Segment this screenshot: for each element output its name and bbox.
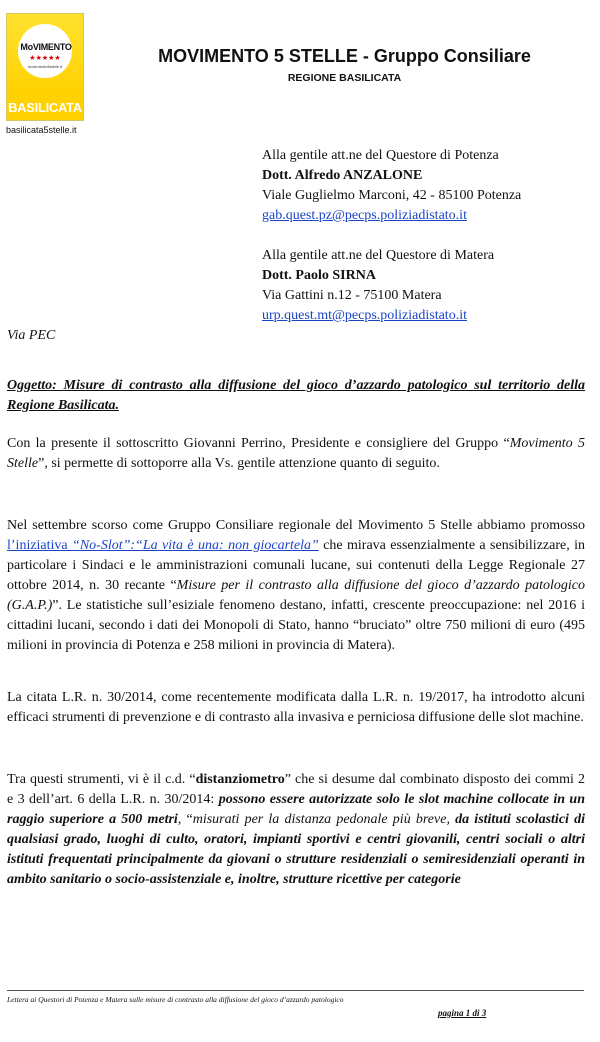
recipient-block-potenza: [262, 146, 592, 226]
logo-brand-text: MoVIMENTO: [20, 42, 72, 52]
page-number: pagina 1 di 3: [438, 1008, 487, 1018]
recipient-address: Via Gattini n.12 - 75100 Matera: [262, 288, 442, 303]
footer-note: Lettera ai Questori di Potenza e Matera sulle misure di contrasto alla diffusione del gioco d’azzardo patologico: [7, 995, 344, 1004]
logo-region-text: BASILICATA: [7, 96, 83, 120]
footer-divider: [7, 990, 584, 991]
delivery-method: Via PEC: [7, 328, 56, 343]
recipient-att: Alla gentile att.ne del Questore di Potenza: [262, 148, 499, 163]
recipient-address: Viale Guglielmo Marconi, 42 - 85100 Potenza: [262, 188, 522, 203]
paragraph-initiative: Nel settembre scorso come Gruppo Consiliare regionale del Movimento 5 Stelle abbiamo promosso l’iniziativa “No-Slot”:“La vita è una: non giocartela” che mirava essenzialmente a sensibilizzare, in particolare i Sindaci e le amministrazioni comunali lucane, sui contenuti della Legge Regionale 27 ottobre 2014, n. 30 recante “Misure per il contrasto alla diffusione del gioco d’azzardo patologico (G.A.P.)”. Le statistiche sull’esiziale fenomeno destano, infatti, crescente preoccupazione: nel 2016 i cittadini lucani, secondo i dati dei Monopoli di Stato, hanno “bruciato” oltre 750 milioni di euro (495 milioni in provincia di Potenza e 258 milioni in provincia di Matera).: [7, 518, 585, 653]
letterhead-title: MOVIMENTO 5 STELLE - Gruppo Consiliare: [158, 46, 531, 66]
site-url[interactable]: basilicata5stelle.it: [6, 125, 77, 135]
recipient-name: Dott. Paolo SIRNA: [262, 268, 376, 283]
recipient-att: Alla gentile att.ne del Questore di Matera: [262, 248, 495, 263]
recipient-email-link[interactable]: gab.quest.pz@pecps.poliziadistato.it: [262, 208, 467, 223]
paragraph-distanziometro: Tra questi strumenti, vi è il c.d. “distanziometro” che si desume dal combinato disposto dei commi 2 e 3 dell’art. 6 della L.R. n. 30/2014: possono essere autorizzate solo le slot machine collocate in un raggio superiore a 500 metri, “misurati per la distanza pedonale più breve, da istituti scolastici di qualsiasi grado, luoghi di culto, oratori, impianti sportivi e centri giovanili, centri sociali o altri istituti frequentati principalmente da giovani o strutture residenziali o semiresidenziali operanti in ambito sanitario o socio-assistenziale e, inoltre, strutture ricettive per categorie: [7, 772, 585, 887]
recipient-block-matera: [262, 246, 592, 326]
initiative-link[interactable]: l’iniziativa “No-Slot”:“La vita è una: non giocartela”: [7, 538, 319, 553]
paragraph-law: La citata L.R. n. 30/2014, come recentemente modificata dalla L.R. n. 19/2017, ha introdotto alcuni efficaci strumenti di prevenzione e di contrasto alla invasiva e perniciosa diffusione delle slot machine.: [7, 690, 585, 725]
subject-line: Oggetto: Misure di contrasto alla diffusione del gioco d’azzardo patologico sul territorio della Regione Basilicata.: [7, 378, 585, 413]
paragraph-intro: Con la presente il sottoscritto Giovanni Perrino, Presidente e consigliere del Gruppo “Movimento 5 Stelle”, si permette di sottoporre alla Vs. gentile attenzione quanto di seguito.: [7, 436, 585, 471]
recipient-name: Dott. Alfredo ANZALONE: [262, 168, 423, 183]
party-logo: [6, 13, 84, 121]
recipient-email-link[interactable]: urp.quest.mt@pecps.poliziadistato.it: [262, 308, 467, 323]
logo-sub-text: movimento5stelle.it: [27, 64, 63, 69]
logo-stars-icon: ★★★★★: [29, 54, 61, 62]
letterhead-subtitle: REGIONE BASILICATA: [287, 72, 402, 84]
